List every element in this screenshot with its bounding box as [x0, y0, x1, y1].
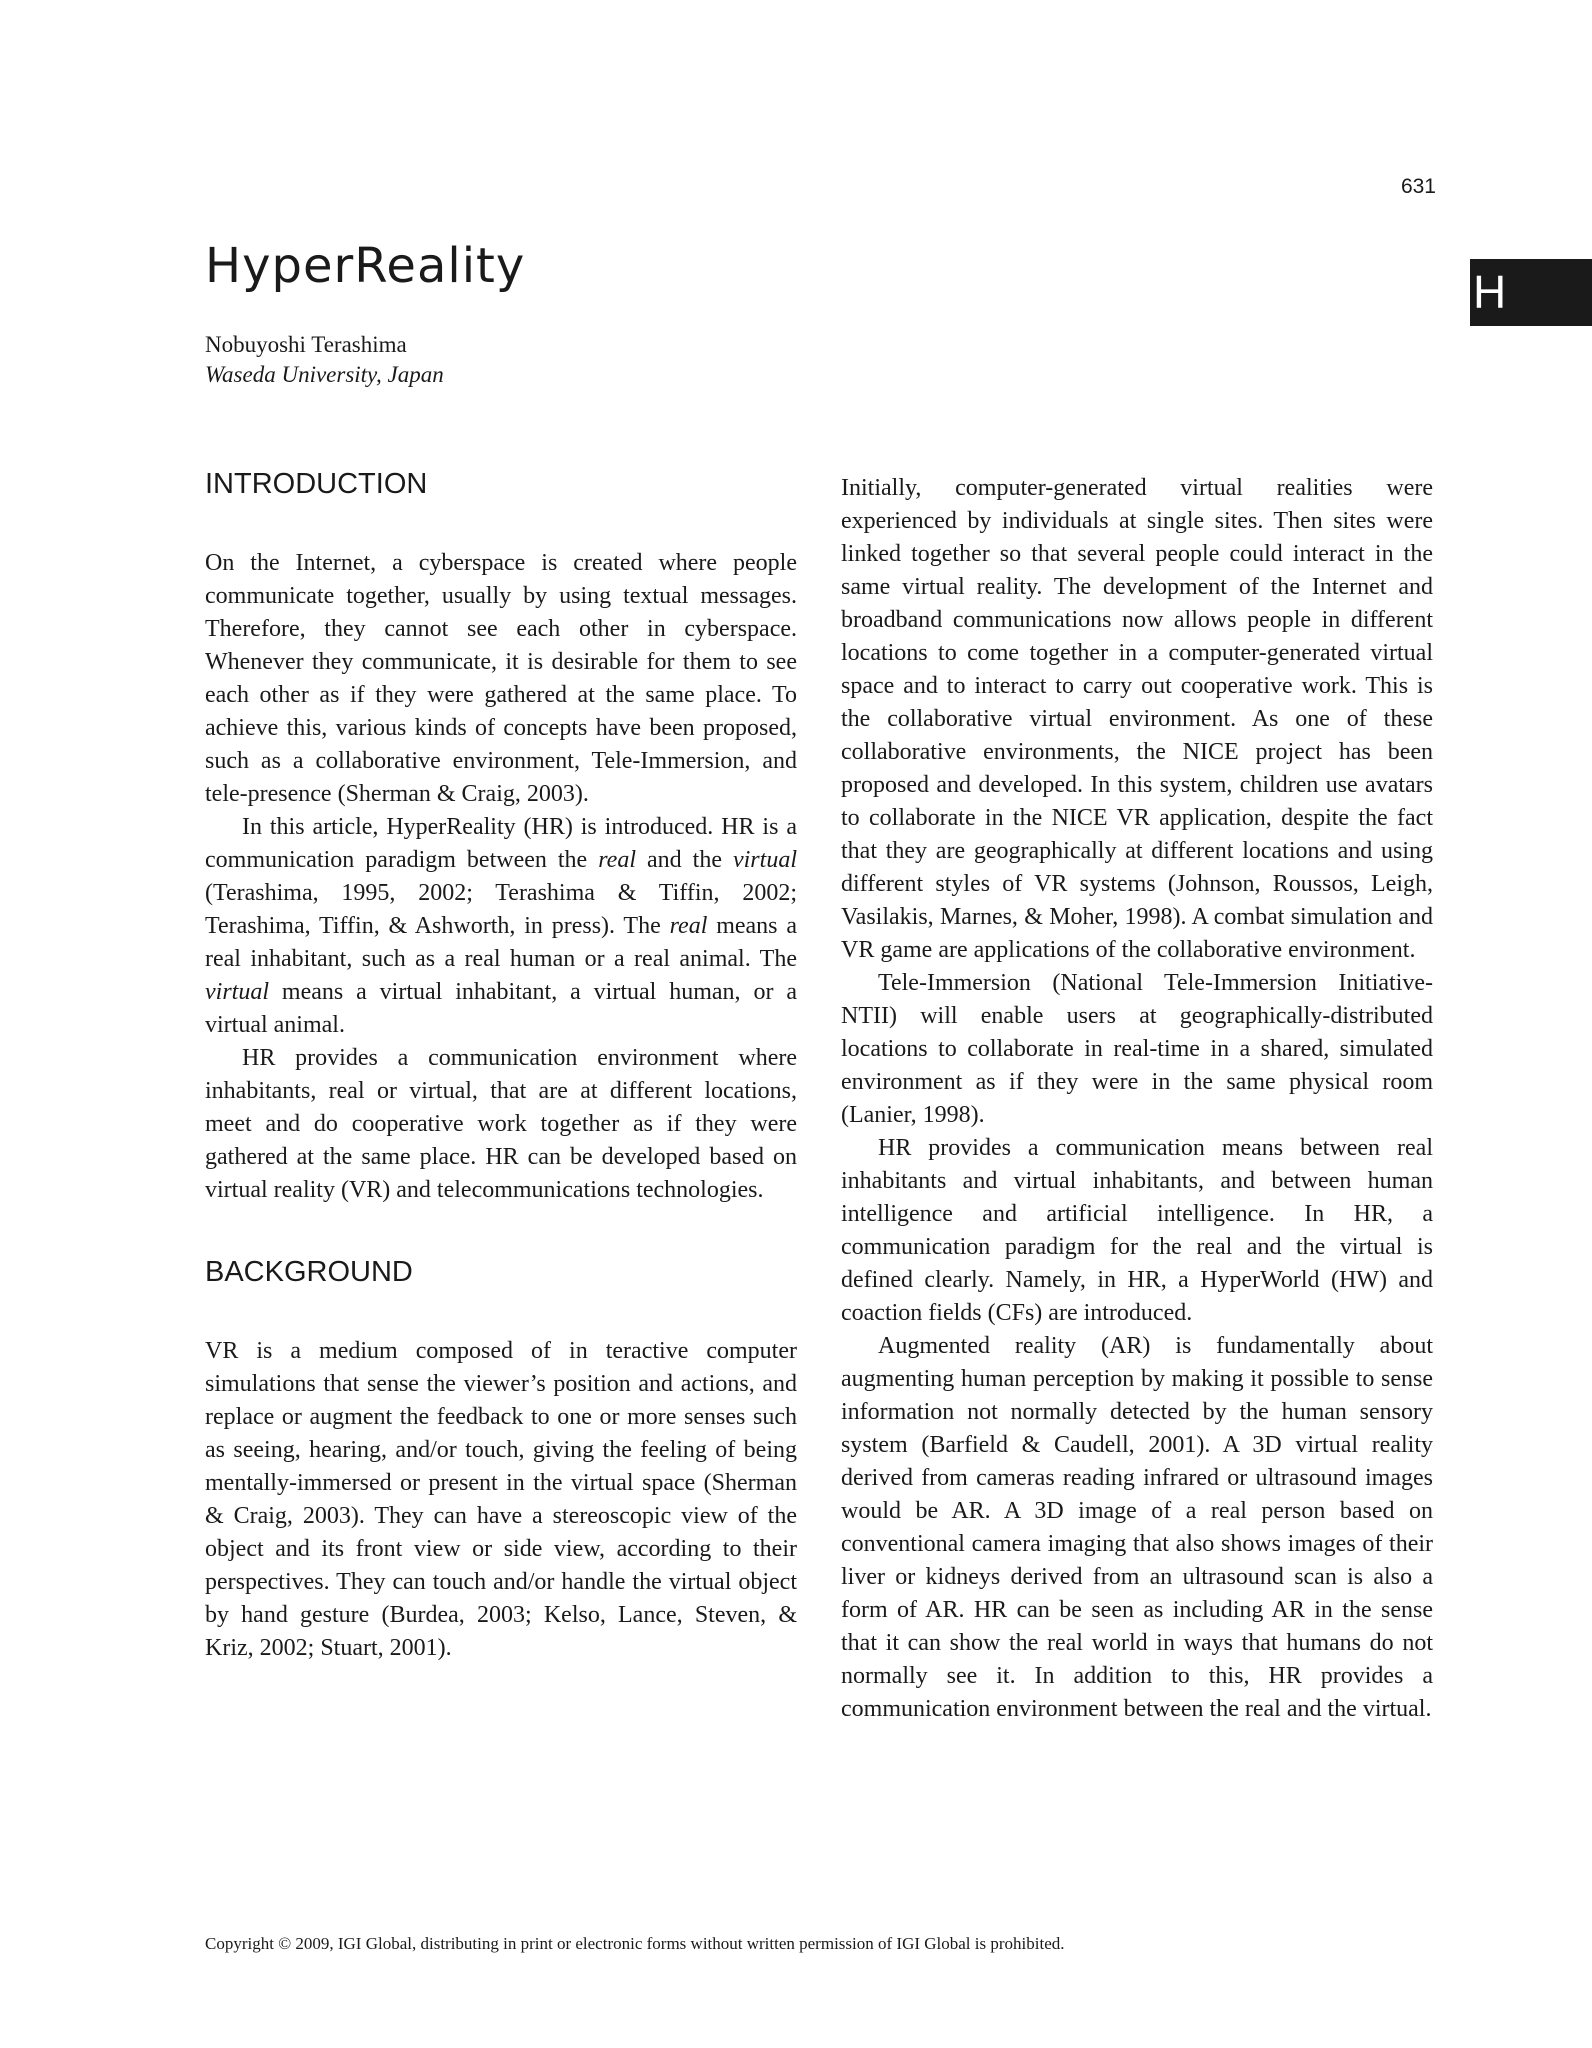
text-run: means a virtual inhabitant, a virtual human, or a virtual animal.	[205, 979, 797, 1038]
text-run: (Terashima, 1995, 2002; Terashima & Tiffin, 2002; Terashima, Tiffin, & Ashworth, in press). The	[205, 880, 797, 939]
page-number: 631	[1400, 175, 1436, 198]
text-run: and the	[636, 847, 733, 873]
background-paragraph-5: Augmented reality (AR) is fundamentally about augmenting human perception by making it possible to sense information not normally detected by the human sensory system (Barfield & Caudell, 2001). A 3D virtual reality derived from cameras reading infrared or ultrasound images would be AR. A 3D image of a real person based on conventional camera imaging that also shows images of their liver or kidneys derived from an ultrasound scan is also a form of AR. HR can be seen as including AR in the sense that it can show the real world in ways that humans do not normally see it. In addition to this, HR provides a communication environment between the real and the virtual.	[841, 1333, 1433, 1722]
background-paragraph-4: HR provides a communication means between real inhabitants and virtual inhabitants, and between human intelligence and artificial intelligence. In HR, a communication paradigm for the real and the virtual is defined clearly. Namely, in HR, a HyperWorld (HW) and coaction fields (CFs) are introduced.	[841, 1135, 1433, 1326]
background-paragraph-1: VR is a medium composed of in teractive computer simulations that sense the viewer’s position and actions, and replace or augment the feedback to one or more senses such as seeing, hearing, and/or touch, giving the feeling of being mentally-immersed or present in the virtual space (Sherman & Craig, 2003). They can have a stereoscopic view of the object and its front view or side view, according to their perspectives. They can touch and/or handle the virtual object by hand gesture (Burdea, 2003; Kelso, Lance, Steven, & Kriz, 2002; Stuart, 2001).	[205, 1338, 797, 1661]
emphasis-virtual: virtual	[732, 847, 797, 873]
emphasis-virtual: virtual	[205, 979, 269, 1005]
author-block	[205, 330, 444, 390]
section-letter-tab: H	[1470, 259, 1592, 326]
text-run: means a real inhabitant, such as a real human or a real animal. The	[205, 913, 798, 972]
intro-paragraph-3: HR provides a communication environment where inhabitants, real or virtual, that are at different locations, meet and do cooperative work together as if they were gathered at the same place. HR can be developed based on virtual reality (VR) and telecommunications technologies.	[205, 1045, 797, 1203]
emphasis-real: real	[598, 847, 636, 873]
author-name: Nobuyoshi Terashima	[205, 332, 407, 357]
intro-paragraph-1: On the Internet, a cyberspace is created where people communicate together, usually by using textual messages. Therefore, they cannot see each other in cyberspace. Whenever they communicate, it is desirable for them to see each other as if they were gathered at the same place. To achieve this, various kinds of concepts have been proposed, such as a collaborative environment, Tele-Immersion, and tele-presence (Sherman & Craig, 2003).	[205, 550, 797, 807]
left-column	[205, 468, 797, 1665]
text-run: In this article, HyperReality (HR) is introduced. HR is a communication paradigm between the	[205, 814, 797, 873]
background-paragraph-3: Tele-Immersion (National Tele-Immersion Initiative-NTII) will enable users at geographically-distributed locations to collaborate in real-time in a shared, simulated environment as if they were in the same physical room (Lanier, 1998).	[841, 970, 1433, 1128]
right-column	[841, 472, 1433, 1726]
introduction-heading: INTRODUCTION	[205, 468, 428, 500]
emphasis-real: real	[669, 913, 708, 939]
copyright-footer: Copyright © 2009, IGI Global, distributing in print or electronic forms without written permission of IGI Global is prohibited.	[205, 1934, 1065, 1953]
author-affiliation: Waseda University, Japan	[205, 362, 444, 387]
intro-paragraph-2	[205, 811, 797, 1042]
article-title: HyperReality	[205, 238, 526, 294]
background-heading: BACKGROUND	[205, 1256, 413, 1288]
background-paragraph-2-continued: Initially, computer-generated virtual realities were experienced by individuals at single sites. Then sites were linked together so that several people could interact in the same virtual reality. The development of the Internet and broadband communications now allows people in different locations to come together in a computer-generated virtual space and to interact to carry out cooperative work. This is the collaborative virtual environment. As one of these collaborative environments, the NICE project has been proposed and developed. In this system, children use avatars to collaborate in the NICE VR application, despite the fact that they are geographically at different locations and using different styles of VR systems (Johnson, Roussos, Leigh, Vasilakis, Marnes, & Moher, 1998). A combat simulation and VR game are applications of the collaborative environment.	[841, 475, 1433, 963]
